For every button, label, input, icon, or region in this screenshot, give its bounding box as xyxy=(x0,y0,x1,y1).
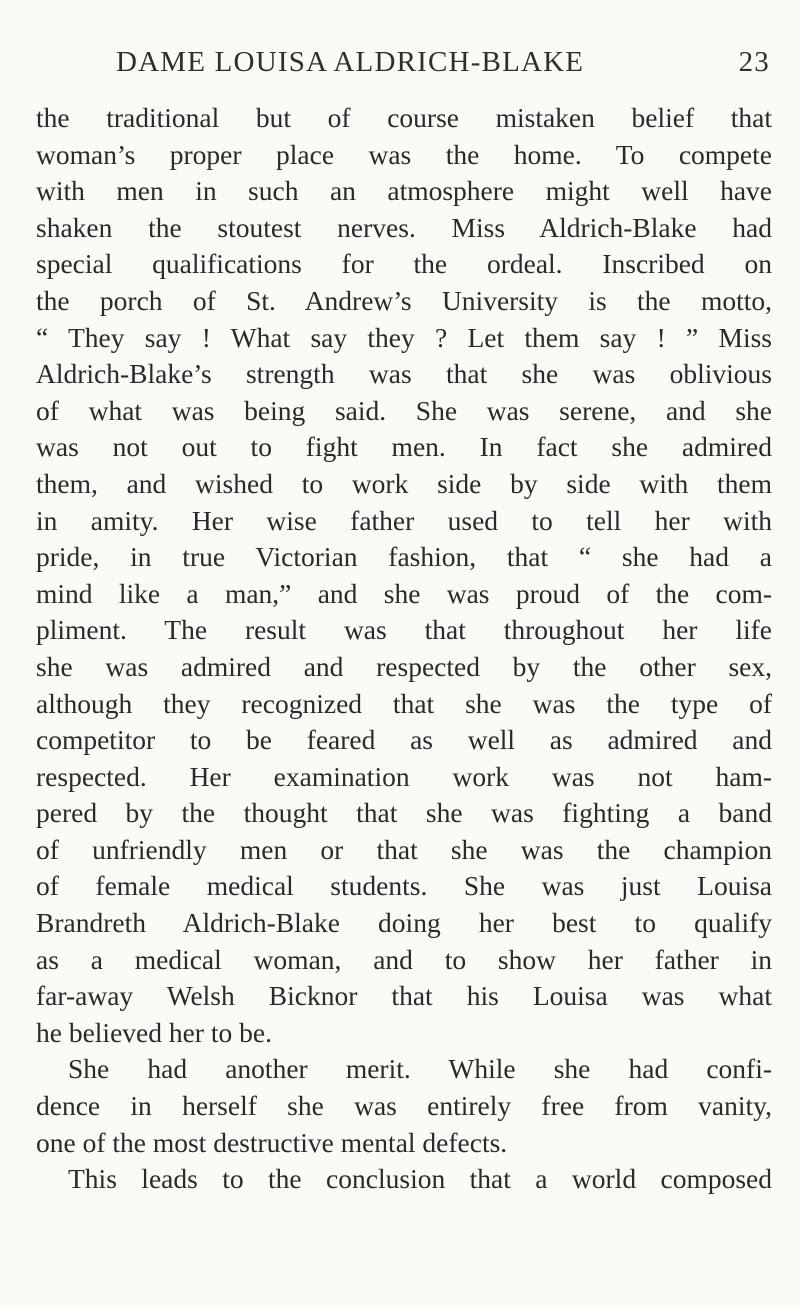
text-line: she was admired and respected by the other sex, xyxy=(36,650,772,682)
paragraph-end-line: one of the most destructive mental defects. xyxy=(36,1126,508,1158)
text-line: them, and wished to work side by side with them xyxy=(36,467,772,499)
text-line: pered by the thought that she was fighting a band xyxy=(36,797,772,829)
text-line: mind like a man,” and she was proud of the com- xyxy=(36,577,772,609)
text-line: far-away Welsh Bicknor that his Louisa was what xyxy=(36,980,772,1012)
text-line: with men in such an atmosphere might well have xyxy=(36,175,772,207)
text-line: was not out to fight men. In fact she admired xyxy=(36,431,772,463)
text-line: special qualifications for the ordeal. Inscribed on xyxy=(36,248,772,280)
text-line: of unfriendly men or that she was the champion xyxy=(36,833,772,865)
text-line: of what was being said. She was serene, and she xyxy=(36,394,772,426)
text-line: woman’s proper place was the home. To compete xyxy=(36,138,772,170)
paragraph-start-line: This leads to the conclusion that a world composed xyxy=(68,1163,772,1195)
running-title: DAME LOUISA ALDRICH-BLAKE xyxy=(116,46,585,78)
text-line: “ They say ! What say they ? Let them say ! ” Miss xyxy=(36,321,772,353)
page-number: 23 xyxy=(738,46,770,78)
text-line: the traditional but of course mistaken belief that xyxy=(36,102,772,133)
text-line: in amity. Her wise father used to tell her with xyxy=(36,504,772,536)
paragraph-start-line: She had another merit. While she had confi- xyxy=(68,1053,772,1085)
text-line: Brandreth Aldrich-Blake doing her best to qualify xyxy=(36,907,772,939)
running-head xyxy=(116,46,770,86)
text-line: Aldrich-Blake’s strength was that she was oblivious xyxy=(36,358,772,390)
text-line: respected. Her examination work was not ham- xyxy=(36,760,772,792)
text-line: competitor to be feared as well as admired and xyxy=(36,724,772,756)
text-line: shaken the stoutest nerves. Miss Aldrich-Blake had xyxy=(36,211,772,243)
text-line: the porch of St. Andrew’s University is the motto, xyxy=(36,284,772,316)
text-line: of female medical students. She was just Louisa xyxy=(36,870,772,902)
text-line: pliment. The result was that throughout her life xyxy=(36,614,772,646)
text-line: dence in herself she was entirely free from vanity, xyxy=(36,1090,772,1122)
text-line: pride, in true Victorian fashion, that “ she had a xyxy=(36,541,772,573)
text-line: although they recognized that she was the type of xyxy=(36,687,772,719)
body-text xyxy=(36,100,772,1198)
text-line: as a medical woman, and to show her father in xyxy=(36,943,772,975)
paragraph-end-line: he believed her to be. xyxy=(36,1016,272,1048)
